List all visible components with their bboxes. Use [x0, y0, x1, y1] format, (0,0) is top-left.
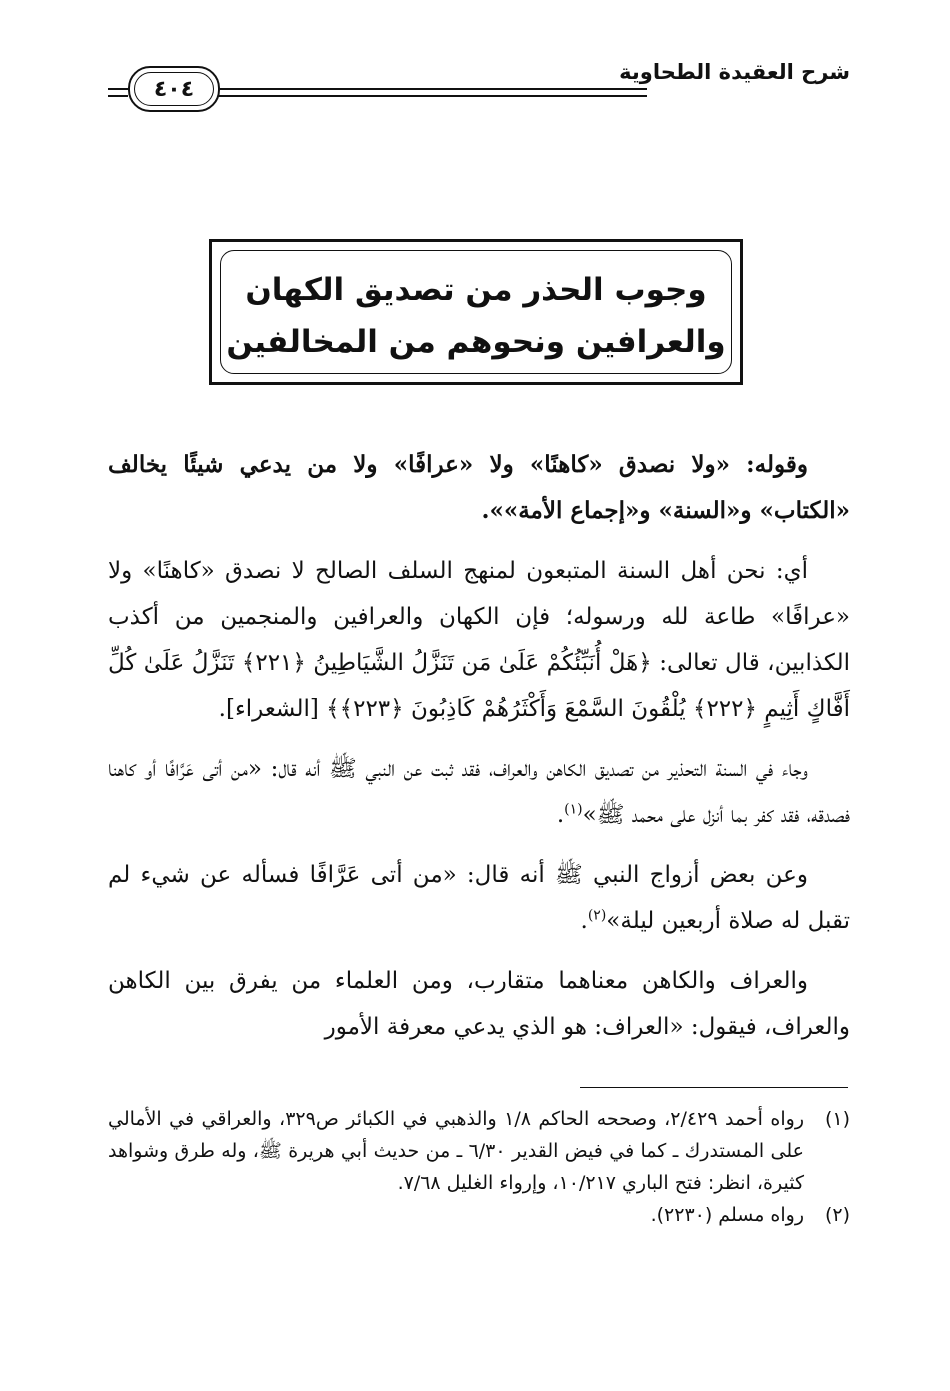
footnote-ref-2[interactable]: (٢) — [587, 907, 607, 924]
quran-verse: ﴿هَلْ أُنَبِّئُكُمْ عَلَىٰ مَن تَنَزَّلُ الشَّيَاطِينُ ﴿٢٢١﴾ تَنَزَّلُ عَلَىٰ كُلِّ أَفَّاكٍ أَثِيمٍ ﴿٢٢٢﴾ يُلْقُونَ السَّمْعَ وَأَكْثَرُهُمْ كَاذِبُونَ ﴿٢٢٣﴾﴾ — [108, 650, 850, 722]
footnote-2-number: (٢) — [824, 1204, 850, 1226]
paragraph-3-text: وجاء في السنة التحذير من تصديق الكاهن والعراف، فقد ثبت عن النبي ﷺ أنه قال: «من أتى عَرَّافًا أو كاهنا فصدقه، فقد كفر بما أنزل على محمد ﷺ» — [108, 756, 850, 828]
paragraph-5: والعراف والكاهن معناهما متقارب، ومن العلماء من يفرق بين الكاهن والعراف، فيقول: «العراف: هو الذي يدعي معرفة الأمور — [108, 968, 850, 1040]
footnote-2 — [108, 1199, 850, 1231]
section-title — [212, 264, 740, 368]
paragraph-2-text: أي: نحن أهل السنة المتبعون لمنهج السلف الصالح لا نصدق «كاهنًا» ولا «عرافًا» طاعة لله ورسوله؛ فإن الكهان والعرافين والمنجمين من أكذب الكذابين، قال تعالى: — [108, 558, 851, 676]
section-title-line-2: والعرافين ونحوهم من المخالفين — [226, 324, 726, 360]
header-rule — [218, 88, 647, 97]
footnote-2-text: رواه مسلم (٢٢٣٠). — [650, 1204, 804, 1226]
paragraph-4 — [108, 852, 850, 944]
body-text — [108, 442, 850, 1064]
page-number-badge — [128, 66, 220, 112]
footnotes — [108, 1103, 850, 1231]
footnote-separator — [580, 1087, 848, 1088]
footnote-ref-1[interactable]: (١) — [564, 801, 583, 818]
paragraph-4-end: . — [580, 908, 588, 934]
running-header — [108, 58, 850, 116]
quran-source: [الشعراء]. — [218, 696, 319, 722]
section-title-frame — [209, 239, 743, 385]
paragraph-1: وقوله: «ولا نصدق «كاهنًا» ولا «عرافًا» ولا من يدعي شيئًا يخالف «الكتاب» و«السنة» و«إجماع الأمة»». — [108, 451, 850, 524]
book-title: شرح العقيدة الطحاوية — [619, 60, 850, 84]
footnote-1-text: رواه أحمد ٢/٤٢٩، وصححه الحاكم ١/٨ والذهبي في الكبائر ص٣٢٩، والعراقي في الأمالي على المستدرك ـ كما في فيض القدير ٦/٣٠ ـ من حديث أبي هريرة ﷺ، وله طرق وشواهد كثيرة، انظر: فتح الباري ١٠/٢١٧، وإرواء الغليل ٧/٦٨. — [108, 1108, 805, 1194]
header-rule-short — [108, 88, 128, 97]
paragraph-3-end: . — [556, 802, 565, 828]
footnote-1-number: (١) — [824, 1108, 850, 1130]
paragraph-2 — [108, 548, 850, 732]
paragraph-3 — [108, 746, 850, 838]
paragraph-4-text: وعن بعض أزواج النبي ﷺ أنه قال: «من أتى عَرَّافًا فسأله عن شيء لم تقبل له صلاة أربعين ليلة» — [108, 862, 850, 934]
footnote-1 — [108, 1103, 850, 1199]
page-number: ٤٠٤ — [153, 76, 195, 102]
section-title-line-1: وجوب الحذر من تصديق الكهان — [245, 272, 707, 308]
